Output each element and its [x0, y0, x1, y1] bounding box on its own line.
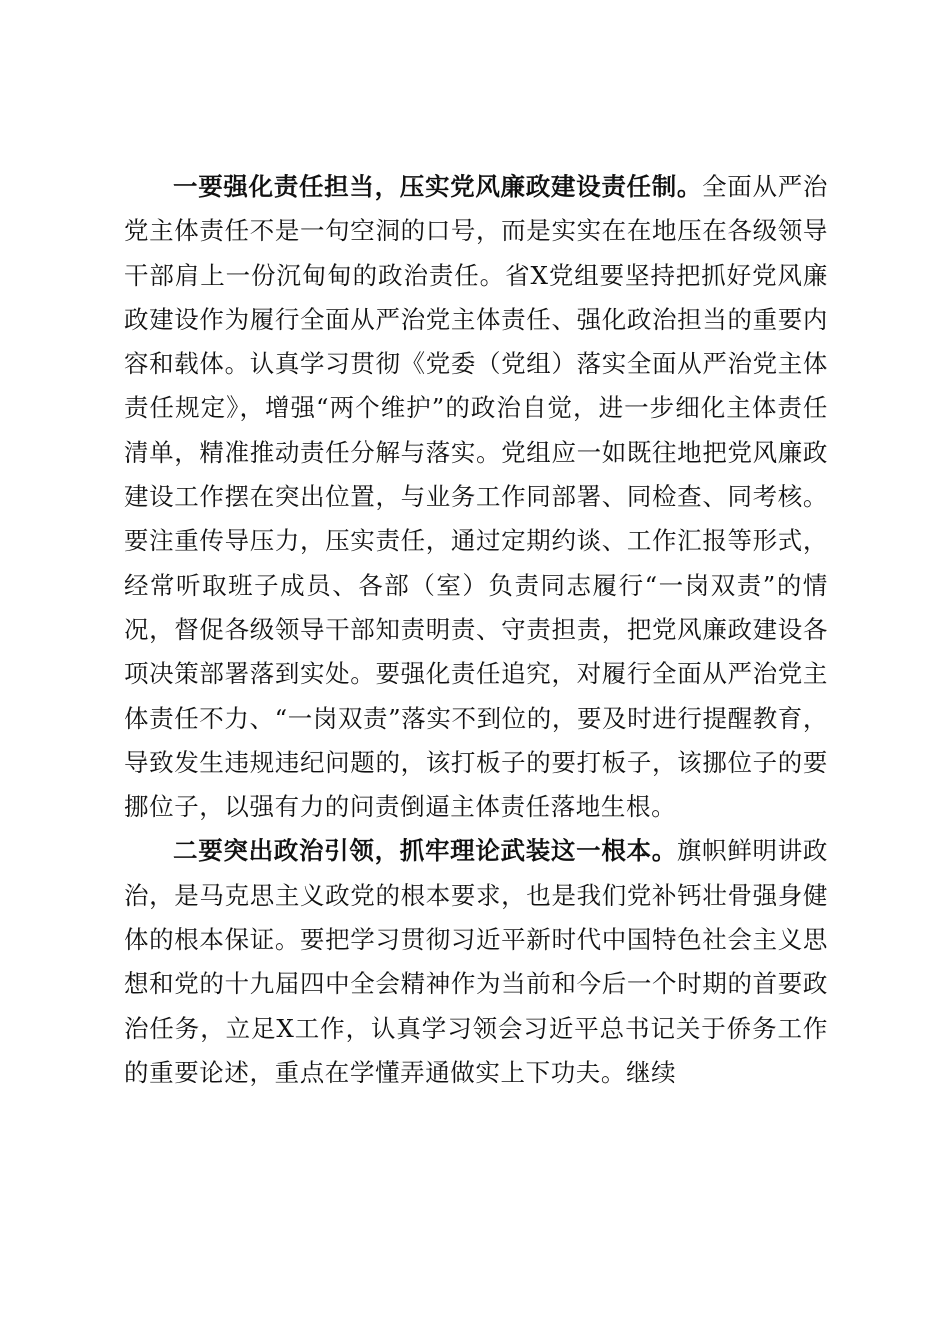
paragraph-2-heading: 二要突出政治引领，抓牢理论武装这一根本。 — [173, 836, 677, 866]
paragraph-2 — [124, 829, 828, 1095]
paragraph-2-text: 旗帜鲜明讲政治，是马克思主义政党的根本要求，也是我们党补钙壮骨强身健体的根本保证。要把学习贯彻习近平新时代中国特色社会主义思想和党的十九届四中全会精神作为当前和今后一个时期的首要政治任务，立足X工作，认真学习领会习近平总书记关于侨务工作的重要论述，重点在学懂弄通做实上下功夫。继续 — [124, 836, 828, 1087]
paragraph-1 — [124, 165, 828, 829]
document-body — [124, 165, 828, 1095]
paragraph-1-text: 全面从严治党主体责任不是一句空洞的口号，而是实实在在地压在各级领导干部肩上一份沉甸甸的政治责任。省X党组要坚持把抓好党风廉政建设作为履行全面从严治党主体责任、强化政治担当的重要内容和载体。认真学习贯彻《党委（党组）落实全面从严治党主体责任规定》，增强“两个维护”的政治自觉，进一步细化主体责任清单，精准推动责任分解与落实。党组应一如既往地把党风廉政建设工作摆在突出位置，与业务工作同部署、同检查、同考核。要注重传导压力，压实责任，通过定期约谈、工作汇报等形式，经常听取班子成员、各部（室）负责同志履行“一岗双责”的情况，督促各级领导干部知责明责、守责担责，把党风廉政建设各项决策部署落到实处。要强化责任追究，对履行全面从严治党主体责任不力、“一岗双责”落实不到位的，要及时进行提醒教育，导致发生违规违纪问题的，该打板子的要打板子，该挪位子的要挪位子，以强有力的问责倒逼主体责任落地生根。 — [124, 172, 828, 822]
paragraph-1-heading: 一要强化责任担当，压实党风廉政建设责任制。 — [173, 172, 703, 201]
